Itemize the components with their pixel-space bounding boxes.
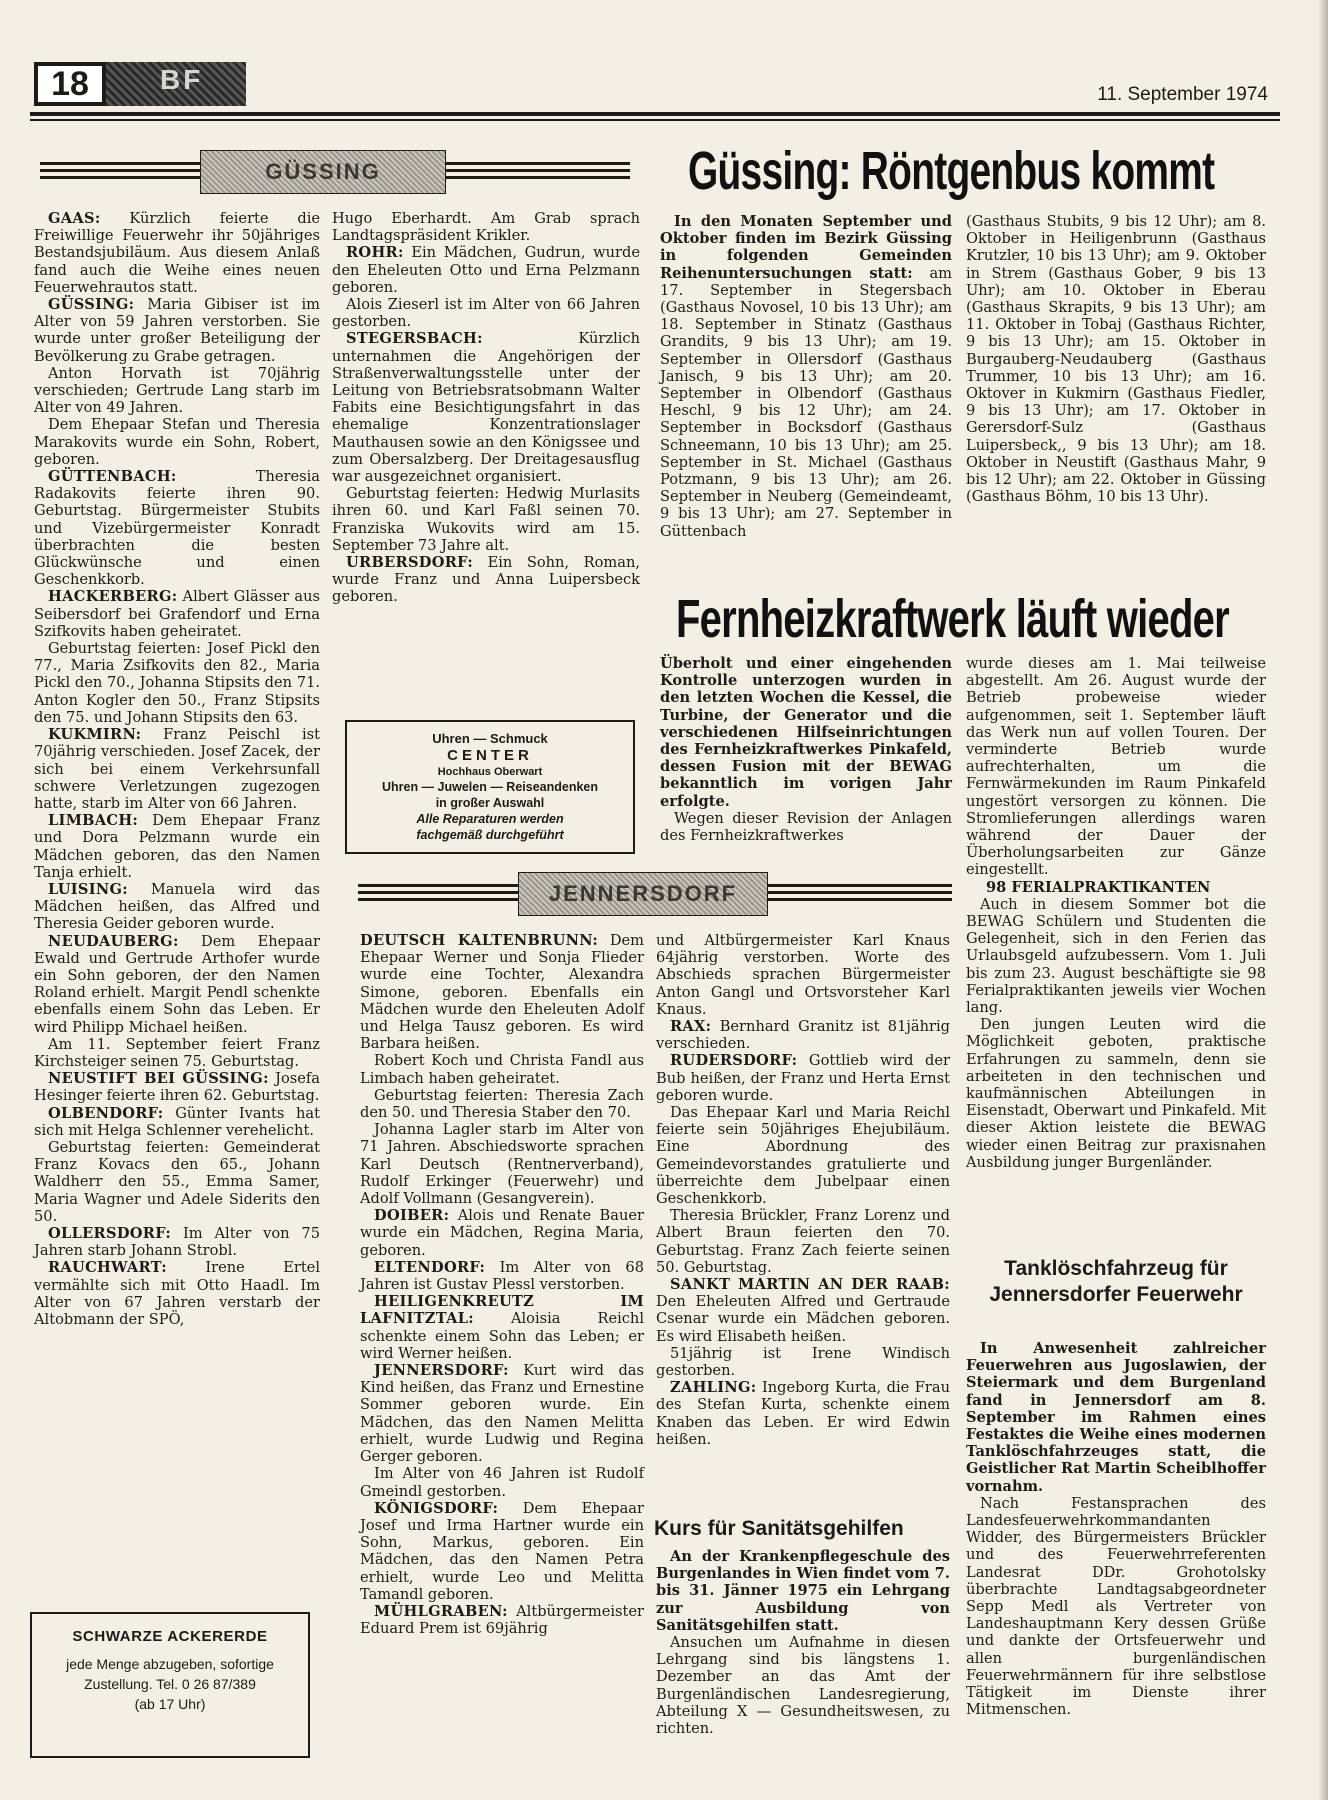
ad-line: Uhren — Juwelen — Reiseandenken: [381, 780, 599, 794]
fernheiz-column-2: [966, 655, 1266, 1171]
roentgen-column-2: [966, 213, 1266, 505]
news-item: GÜSSING: Maria Gibiser ist im Alter von 59 Jahren verstorben. Sie wurde unter großer Beteiligung der Bevölkerung zu Grabe getragen.: [34, 296, 320, 365]
news-item: LUISING: Manuela wird das Mädchen heißen, das Alfred und Theresia Geider geboren wurde.: [34, 880, 320, 933]
news-item: RUDERSDORF: Gottlieb wird der Bub heißen, der Franz und Herta Ernst geboren wurde.: [656, 1052, 950, 1104]
ad-line: Zustellung. Tel. 0 26 87/389: [84, 1676, 256, 1692]
jennersdorf-column-1: [360, 932, 644, 1637]
news-item: Robert Koch und Christa Fandl aus Limbach haben geheiratet.: [360, 1052, 644, 1087]
headline-sanitaetsgehilfen: Kurs für Sanitätsgehilfen: [654, 1517, 904, 1540]
news-item: OLLERSDORF: Im Alter von 75 Jahren starb Johann Strobl.: [34, 1224, 320, 1260]
guessing-column-1: [34, 210, 320, 1328]
news-item: HACKERBERG: Albert Glässer aus Seibersdorf bei Grafendorf und Erna Szifkovits haben geheiratet.: [34, 588, 320, 640]
ad-line: jede Menge abzugeben, sofortige: [66, 1656, 274, 1672]
jennersdorf-column-2: [656, 932, 950, 1448]
article-lead: In den Monaten September und Oktober finden im Bezirk Güssing in folgenden Gemeinden Reihenuntersuchungen statt:: [660, 213, 952, 282]
news-item: DOIBER: Alois und Renate Bauer wurde ein Mädchen, Regina Maria, geboren.: [360, 1207, 644, 1259]
article-text: (Gasthaus Stubits, 9 bis 12 Uhr); am 8. Oktober in Heiligenbrunn (Gasthaus Krutzler, 10 bis 13 Uhr); am 9. Oktober in Strem (Gasthaus Gober, 9 bis 13 Uhr); am 10. Oktober in Eberau (Gasthaus Skrapits, 9 bis 13 Uhr); am 11. Oktober in Tobaj (Gasthaus Richter, 9 bis 13 Uhr); am 15. Oktober in Burgauberg-Neudauberg (Gasthaus Trummer, 10 bis 13 Uhr); am 16. Oktover in Kukmirn (Gasthaus Fiedler, 9 bis 13 Uhr); am 17. Oktober in Gerersdorf-Sulz (Gasthaus Luipersbeck,, 9 bis 13 Uhr); am 18. Oktober in Neustift (Gasthaus Mahr, 9 bis 12 Uhr); am 22. Oktober in Güssing (Gasthaus Böhm, 10 bis 13 Uhr).: [966, 213, 1266, 506]
ad-title: SCHWARZE ACKERERDE: [72, 1628, 268, 1645]
jennersdorf-section-title: JENNERSDORF: [518, 872, 768, 916]
article-text: Den jungen Leuten wird die Möglichkeit geboten, praktische Erfahrungen zu sammeln, denn sie arbeiteten in den technischen und kaufmännischen Abteilungen in Eisenstadt, Oberwart und Pinkafeld. Mit dieser Aktion leistete die BEWAG wieder einen Beitrag zur praxisnahen Ausbildung junger Burgenländer.: [966, 1016, 1266, 1171]
guessing-column-2: [332, 210, 640, 606]
article-text: Nach Festansprachen des Landesfeuerwehrkommandanten Widder, des Bürgermeisters Brückler und des Feuerwehrreferenten Landesrat DDr. Grohotolsky überbrachte Landtagsabgeordneter Sepp Medl als Vertreter von Landeshauptmann Kery dessen Grüße und dankte der Ortsfeuerwehr und allen burgenländischen Feuerwehrmännern für ihre selbstlose Tätigkeit im Dienste ihrer Mitmenschen.: [966, 1494, 1266, 1719]
ad-line: Uhren — Schmuck: [432, 731, 548, 746]
news-item: Geburtstag feierten: Gemeinderat Franz Kovacs den 65., Johann Waldherr den 55., Emma Samer, Maria Wagner und Adele Siderits den 50.: [34, 1138, 320, 1225]
article-text: Ansuchen um Aufnahme in diesen Lehrgang sind bis längstens 1. Dezember an das Amt der Burgenländischen Landesregierung, Abteilung X — Gesundheitswesen, zu richten.: [656, 1634, 950, 1738]
page-number: 18: [34, 62, 106, 106]
news-item: Geburtstag feierten: Theresia Zach den 50. und Theresia Staber den 70.: [360, 1086, 644, 1122]
guessing-section-title: GÜSSING: [200, 150, 446, 194]
news-item: KUKMIRN: Franz Peischl ist 70jährig verschieden. Josef Zacek, der sich bei einem Verkehrsunfall schwere Verletzungen zugezogen hatte, starb im Alter von 66 Jahren.: [34, 726, 320, 812]
ad-line: (ab 17 Uhr): [134, 1696, 206, 1712]
news-item: KÖNIGSDORF: Dem Ehepaar Josef und Irma Hartner wurde ein Sohn, Markus, geboren. Ein Mädchen, das den Namen Petra erhielt, wurde Leo und Melitta Tamandl geboren.: [360, 1499, 644, 1603]
news-item: Hugo Eberhardt. Am Grab sprach Landtagspräsident Krikler.: [332, 210, 640, 245]
news-item: GÜTTENBACH: Theresia Radakovits feierte ihren 90. Geburtstag. Bürgermeister Stubits und Vizebürgermeister Konradt überbrachten die besten Glückwünsche und einen Geschenkkorb.: [34, 468, 320, 589]
ad-line: fachgemäß durchgeführt: [416, 828, 564, 842]
news-item: Johanna Lagler starb im Alter von 71 Jahren. Abschiedsworte sprachen Karl Deutsch (Rentnerverband), Rudolf Erkinger (Feuerwehr) und Adolf Vollmann (Gesangverein).: [360, 1121, 644, 1208]
news-item: MÜHLGRABEN: Altbürgermeister Eduard Prem ist 69jährig: [360, 1602, 644, 1638]
news-item: Anton Horvath ist 70jährig verschieden; Gertrude Lang starb im Alter von 49 Jahren.: [34, 364, 320, 417]
article-text: am 17. September in Stegersbach (Gasthaus Novosel, 10 bis 13 Uhr); am 18. September in Stinatz (Gasthaus Grandits, 9 bis 13 Uhr); am 19. September in Ollersdorf (Gasthaus Janisch, 9 bis 13 Uhr); am 20. September in Olbendorf (Gasthaus Heschl, 9 bis 12 Uhr); am 24. September in Bocksdorf (Gasthaus Schneemann, 10 bis 13 Uhr); am 25. September in St. Michael (Gasthaus Potzmann, 9 bis 13 Uhr); am 26. September in Neuberg (Gemeindeamt, 9 bis 13 Uhr); am 27. September in Güttenbach: [660, 264, 952, 540]
headline-fernheizkraftwerk: Fernheizkraftwerk läuft wieder: [676, 589, 1229, 649]
section-label: BF: [160, 64, 204, 95]
ad-uhren-center: [345, 720, 635, 854]
news-item: HEILIGENKREUTZ IM LAFNITZTAL: Aloisia Reichl schenkte einem Sohn das Leben; er wird Werner heißen.: [360, 1293, 644, 1362]
headline-roentgenbus: Güssing: Röntgenbus kommt: [688, 141, 1215, 201]
guessing-banner: [40, 150, 630, 194]
ad-line: Hochhaus Oberwart: [437, 766, 543, 778]
article-text: Auch in diesem Sommer bot die BEWAG Schülern und Studenten die Gelegenheit, sich in den Ferien das Urlaubsgeld aufzubessern. Vom 1. Juli bis zum 23. August beschäftigte sie 98 Ferialpraktikanten jeweils vier Wochen lang.: [966, 895, 1266, 1017]
news-item: RAX: Bernhard Granitz ist 81jährig verschieden.: [656, 1018, 950, 1053]
fernheiz-column-1: [660, 655, 952, 844]
news-item: 51jährig ist Irene Windisch gestorben.: [656, 1344, 950, 1380]
headline-tankloeschfahrzeug: Tanklöschfahrzeug für Jennersdorfer Feuerwehr: [989, 1257, 1243, 1306]
roentgen-column-1: [660, 213, 952, 540]
news-item: NEUSTIFT BEI GÜSSING: Josefa Hesinger feierte ihren 62. Geburtstag.: [34, 1070, 320, 1105]
sanitaet-column: [656, 1548, 950, 1737]
issue-date: 11. September 1974: [1097, 84, 1268, 105]
news-item: und Altbürgermeister Karl Knaus 64jährig verstorben. Worte des Abschieds sprachen Bürgermeister Anton Gangl und Ortsvorsteher Karl Knaus.: [656, 932, 950, 1018]
news-item: ROHR: Ein Mädchen, Gudrun, wurde den Eheleuten Otto und Erna Pelzmann geboren.: [332, 244, 640, 296]
article-text: wurde dieses am 1. Mai teilweise abgestellt. Am 26. August wurde der Betrieb probeweise wieder aufgenommen, seit 1. September läuft das Werk nun auf vollen Touren. Der verminderte Betrieb wurde aufrechterhalten, um die Fernwärmekunden im Raum Pinkafeld ungestört versorgen zu können. Die Stromlieferungen allerdings waren während der Dauer der Überholungsarbeiten zur Gänze eingestellt.: [966, 655, 1266, 879]
ad-schwarze-ackererde: [30, 1612, 310, 1758]
page-edge: [1318, 0, 1328, 1800]
news-item: DEUTSCH KALTENBRUNN: Dem Ehepaar Werner und Sonja Flieder wurde eine Tochter, Alexandra Simone, geboren. Ebenfalls ein Mädchen wurde den Eheleuten Adolf und Helga Tausz geboren. Es wird Barbara heißen.: [360, 932, 644, 1053]
news-item: LIMBACH: Dem Ehepaar Franz und Dora Pelzmann wurde ein Mädchen geboren, das den Namen Tanja erhielt.: [34, 812, 320, 881]
article-subhead: 98 FERIALPRAKTIKANTEN: [986, 878, 1211, 896]
news-item: ZAHLING: Ingeborg Kurta, die Frau des Stefan Kurta, schenkte einem Knaben das Leben. Er wird Edwin heißen.: [656, 1379, 950, 1448]
news-item: Theresia Brückler, Franz Lorenz und Albert Braun feierten den 70. Geburtstag. Franz Zach feierte seinen 50. Geburtstag.: [656, 1207, 950, 1276]
news-item: OLBENDORF: Günter Ivants hat sich mit Helga Schlenner verehelicht.: [34, 1104, 320, 1139]
header-rule-thin: [30, 119, 1280, 121]
tank-column: [966, 1340, 1266, 1718]
news-item: Geburtstag feierten: Hedwig Murlasits ihren 60. und Karl Faßl seinen 70. Franziska Wukovits wird am 15. September 73 Jahre alt.: [332, 485, 640, 554]
news-item: Am 11. September feiert Franz Kirchsteiger seinen 75. Geburtstag.: [34, 1035, 320, 1070]
news-item: JENNERSDORF: Kurt wird das Kind heißen, das Franz und Ernestine Sommer geboren wurde. Ein Mädchen, das den Namen Melitta erhielt, wurde Ludwig und Regina Gerger geboren.: [360, 1362, 644, 1466]
article-lead: In Anwesenheit zahlreicher Feuerwehren aus Jugoslawien, der Steiermark und dem Burgenland fand in Jennersdorf am 8. September im Rahmen eines Festaktes die Weihe eines modernen Tanklöschfahrzeuges statt, die Geistlicher Rat Martin Scheiblhoffer vornahm.: [966, 1340, 1266, 1495]
ad-line: in großer Auswahl: [435, 796, 545, 810]
news-item: Im Alter von 46 Jahren ist Rudolf Gmeindl gestorben.: [360, 1465, 644, 1500]
news-item: NEUDAUBERG: Dem Ehepaar Ewald und Gertrude Arthofer wurde ein Sohn geboren, der den Namen Roland erhielt. Margit Pendl schenkte ebenfalls einem Sohn das Leben. Er wird Philipp Michael heißen.: [34, 932, 320, 1036]
news-item: RAUCHWART: Irene Ertel vermählte sich mit Otto Haadl. Im Alter von 67 Jahren verstarb der Altobmann der SPÖ,: [34, 1259, 320, 1328]
news-item: GAAS: Kürzlich feierte die Freiwillige Feuerwehr ihr 50jähriges Bestandsjubiläum. Aus diesem Anlaß fand auch die Weihe eines neuen Feuerwehrautos statt.: [34, 210, 320, 296]
article-text: Wegen dieser Revision der Anlagen des Fernheizkraftwerkes: [660, 809, 952, 845]
news-item: SANKT MARTIN AN DER RAAB: Den Eheleuten Alfred und Gertraude Csenar wurde ein Mädchen geboren. Es wird Elisabeth heißen.: [656, 1276, 950, 1345]
ad-brand: CENTER: [447, 747, 533, 764]
jennersdorf-banner: [358, 872, 952, 916]
news-item: URBERSDORF: Ein Sohn, Roman, wurde Franz und Anna Luipersbeck geboren.: [332, 554, 640, 606]
news-item: STEGERSBACH: Kürzlich unternahmen die Angehörigen der Straßenverwaltungsstelle unter der Leitung von Betriebsratsobmann Walter Fabits eine Besichtigungsfahrt in das ehemalige Konzentrationslager Mauthausen sowie an den Königssee und zum Obersalzberg. Der Dreitagesausflug war ausgezeichnet organisiert.: [332, 330, 640, 486]
news-item: Das Ehepaar Karl und Maria Reichl feierte sein 50jähriges Ehejubiläum. Eine Abordnung des Gemeindevorstandes gratulierte und überreichte dem Jubelpaar einen Geschenkkorb.: [656, 1104, 950, 1208]
news-item: ELTENDORF: Im Alter von 68 Jahren ist Gustav Plessl verstorben.: [360, 1258, 644, 1294]
article-lead: An der Krankenpflegeschule des Burgenlandes in Wien findet vom 7. bis 31. Jänner 1975 ein Lehrgang zur Ausbildung von Sanitätsgehilfen statt.: [656, 1548, 950, 1634]
header-rule: [30, 112, 1280, 116]
ad-line: Alle Reparaturen werden: [416, 812, 564, 826]
news-item: Geburtstag feierten: Josef Pickl den 77., Maria Zsifkovits den 82., Maria Pickl den 70., Johanna Stipsits den 71. Anton Kogler den 50., Franz Stipsits den 75. und Johann Stipsits den 63.: [34, 640, 320, 726]
news-item: Alois Zieserl ist im Alter von 66 Jahren gestorben.: [332, 296, 640, 331]
article-lead: Überholt und einer eingehenden Kontrolle unterzogen wurden in den letzten Wochen die Kessel, die Turbine, der Generator und die verschiedenen Hilfseinrichtungen des Fernheizkraftwerkes Pinkafeld, dessen Fusion mit der BEWAG bekanntlich im vorigen Jahr erfolgte.: [660, 655, 952, 810]
news-item: Dem Ehepaar Stefan und Theresia Marakovits wurde ein Sohn, Robert, geboren.: [34, 416, 320, 468]
